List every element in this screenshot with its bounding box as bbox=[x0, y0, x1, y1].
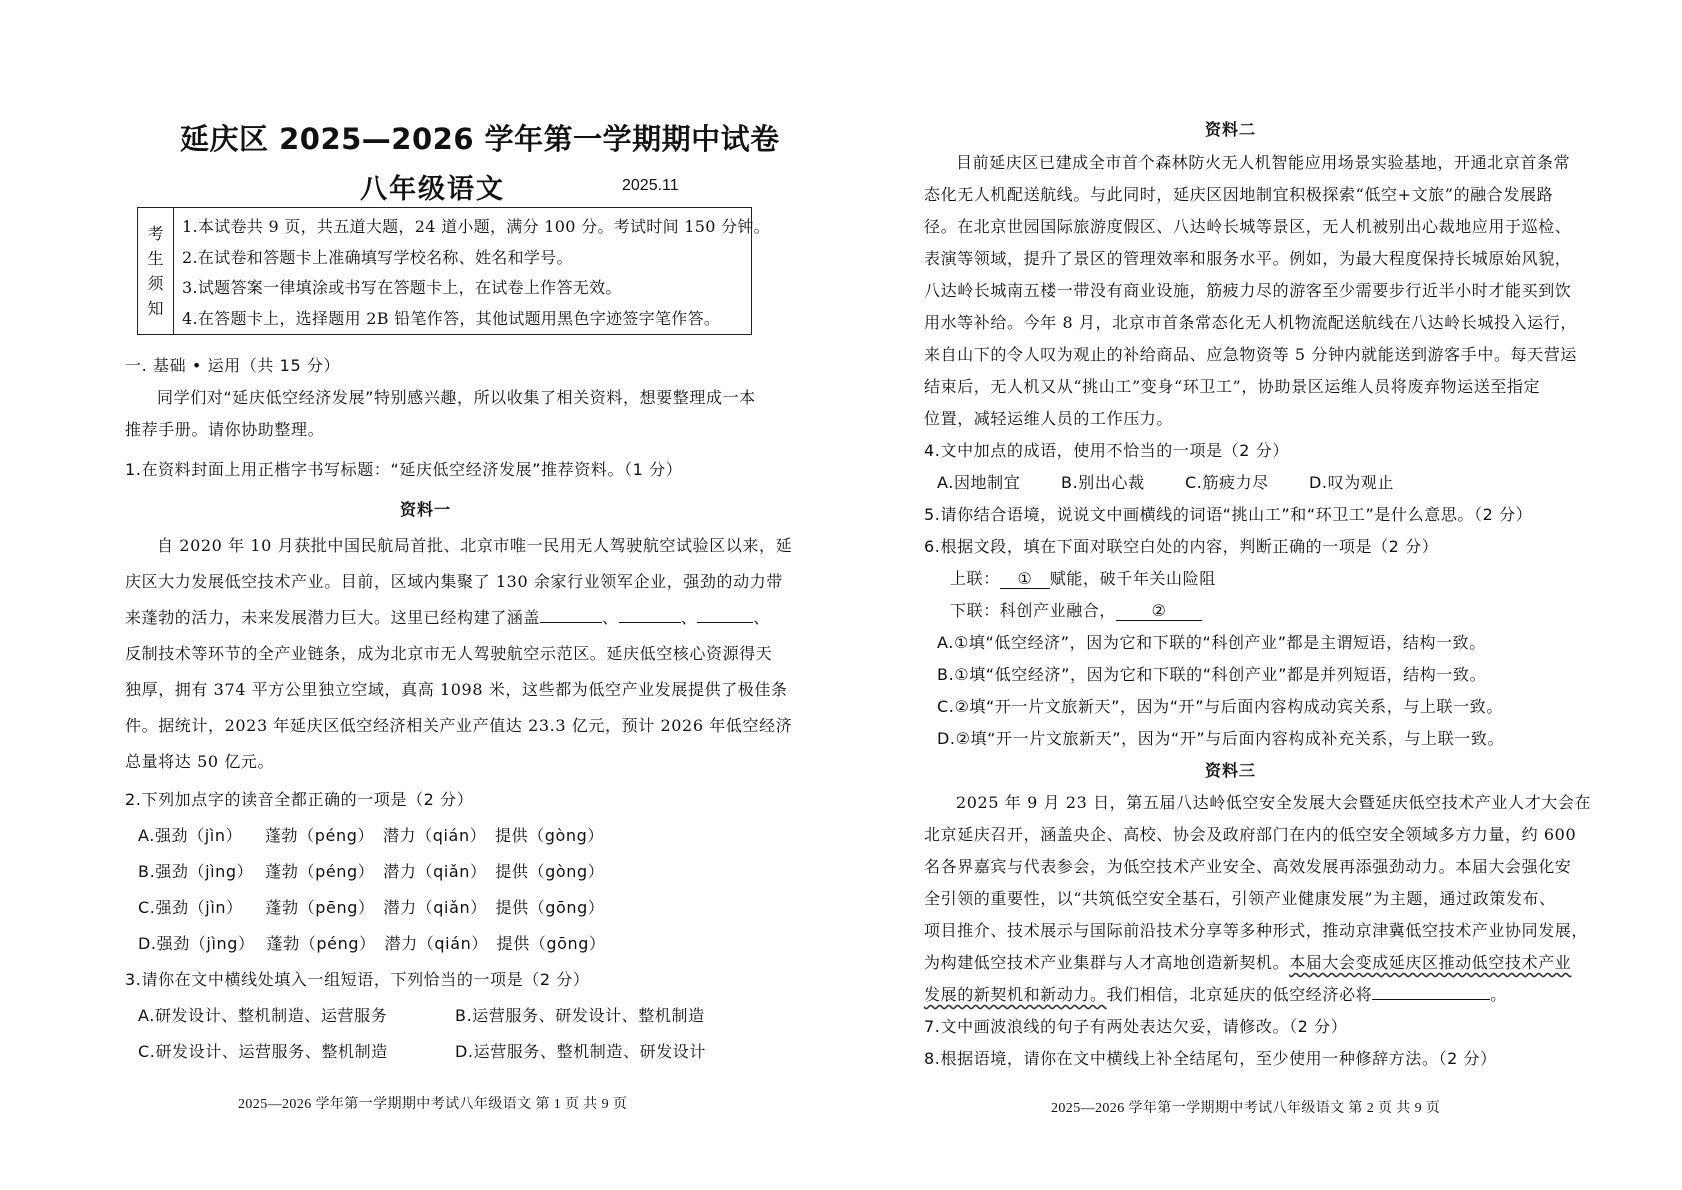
material-1-text: 总量将达 50 亿元。 bbox=[125, 752, 275, 771]
option-item: 蓬勃（pēng） bbox=[265, 898, 375, 917]
option-item: 强劲（jìn） bbox=[155, 898, 243, 917]
notice-items bbox=[182, 212, 770, 334]
question-4-options bbox=[937, 470, 1394, 493]
material-3-text-segment: 为构建低空技术产业集群与人才高地创造新契机。 bbox=[924, 953, 1290, 972]
option-b: B.别出心裁 bbox=[1061, 473, 1145, 492]
option-label: A. bbox=[138, 826, 155, 845]
material-3-text bbox=[924, 982, 1507, 1005]
material-3-text: 2025 年 9 月 23 日，第五届八达岭低空安全发展大会暨延庆低空技术产业人才大会在 bbox=[956, 793, 1592, 812]
notice-item: 4.在答题卡上，选择题用 2B 铅笔作答，其他试题用黑色字迹签字笔作答。 bbox=[182, 308, 721, 328]
material-2-text: 态化无人机配送航线。与此同时，延庆区因地制宜积极探索“低空+文旅”的融合发展路 bbox=[924, 185, 1554, 204]
notice-item: 2.在试卷和答题卡上准确填写学校名称、姓名和学号。 bbox=[182, 247, 573, 267]
question-2-option-c bbox=[138, 895, 605, 918]
question-3-option-d: D.运营服务、整机制造、研发设计 bbox=[455, 1042, 707, 1061]
option-item: 蓬勃（péng） bbox=[266, 934, 376, 953]
question-2-stem: 2.下列加点字的读音全都正确的一项是（2 分） bbox=[125, 790, 474, 809]
notice-item: 1.本试卷共 9 页，共五道大题，24 道小题，满分 100 分。考试时间 150 分钟。 bbox=[182, 217, 770, 236]
option-item: 潜力（qiǎn） bbox=[383, 898, 487, 917]
exam-page-2 bbox=[841, 0, 1682, 1190]
material-3-text-segment: 我们相信，北京延庆的低空经济必将 bbox=[1106, 985, 1373, 1004]
material-3-text: 项目推介、技术展示与国际前沿技术分享等多种形式，推动京津冀低空技术产业协同发展， bbox=[924, 921, 1589, 940]
option-item: 强劲（jìn） bbox=[154, 826, 243, 845]
material-2-text: 表演等领域，提升了景区的管理效率和服务水平。例如，为最大程度保持长城原始风貌， bbox=[924, 249, 1572, 268]
material-2-text: 八达岭长城南五楼一带没有商业设施，筋疲力尽的游客至少需要步行近半小时才能买到饮 bbox=[924, 281, 1572, 300]
exam-subject: 八年级语文 bbox=[360, 174, 505, 205]
notice-label-char: 知 bbox=[147, 299, 164, 318]
couplet-lower-label: 下联：科创产业融合， bbox=[950, 601, 1117, 620]
couplet-upper bbox=[950, 566, 1216, 589]
material-1-text bbox=[125, 605, 770, 628]
couplet-upper-text: 赋能，破千年关山险阻 bbox=[1049, 569, 1216, 588]
option-item: 蓬勃（péng） bbox=[264, 826, 375, 845]
section-heading: 一. 基础 • 运用（共 15 分） bbox=[125, 356, 341, 375]
option-item: 提供（gòng） bbox=[495, 862, 605, 881]
couplet-blank-1: ① bbox=[1000, 569, 1050, 589]
option-label: B. bbox=[138, 862, 156, 881]
page-footer: 2025—2026 学年第一学期期中考试八年级语文 第 1 页 共 9 页 bbox=[238, 1097, 628, 1112]
material-1-text: 独厚，拥有 374 平方公里独立空域，真高 1098 米，这些都为低空产业发展提供了极佳条 bbox=[125, 680, 788, 699]
couplet-lower bbox=[950, 598, 1202, 621]
material-3-heading: 资料三 bbox=[1205, 761, 1257, 780]
question-2-option-b bbox=[138, 859, 604, 882]
material-2-text: 目前延庆区已建成全市首个森林防火无人机智能应用场景实验基地，开通北京首条常 bbox=[956, 153, 1571, 172]
material-1-text: 件。据统计，2023 年延庆区低空经济相关产业产值达 23.3 亿元，预计 2026 年低空经济 bbox=[125, 716, 793, 735]
material-3-text: 全引领的重要性，以“共筑低空安全基石，引领产业健康发展”为主题，通过政策发布、 bbox=[924, 889, 1556, 908]
notice-label-char: 须 bbox=[147, 274, 164, 293]
intro-text: 推荐手册。请你协助整理。 bbox=[125, 420, 325, 439]
fill-blank bbox=[619, 608, 681, 623]
question-6-option-b: B.①填“低空经济”，因为它和下联的“科创产业”都是并列短语，结构一致。 bbox=[937, 665, 1487, 684]
material-2-text: 用水等补给。今年 8 月，北京市首条常态化无人机物流配送航线在八达岭长城投入运行， bbox=[924, 313, 1577, 332]
conclusion-blank bbox=[1372, 985, 1490, 1000]
question-6-option-d: D.②填“开一片文旅新天”，因为“开”与后面内容构成补充关系，与上联一致。 bbox=[937, 729, 1505, 748]
question-3-option-c: C.研发设计、运营服务、整机制造 bbox=[138, 1042, 388, 1061]
question-4-stem: 4.文中加点的成语，使用不恰当的一项是（2 分） bbox=[924, 441, 1289, 460]
exam-title: 延庆区 2025—2026 学年第一学期期中试卷 bbox=[180, 122, 780, 156]
option-item: 提供（gōng） bbox=[496, 934, 606, 953]
question-7: 7.文中画波浪线的句子有两处表达欠妥，请修改。（2 分） bbox=[924, 1017, 1348, 1036]
exam-date: 2025.11 bbox=[622, 177, 679, 194]
question-6-option-a: A.①填“低空经济”，因为它和下联的“科创产业”都是主谓短语，结构一致。 bbox=[937, 633, 1486, 652]
material-1-heading: 资料一 bbox=[400, 500, 452, 519]
intro-text: 同学们对“延庆低空经济发展”特别感兴趣，所以收集了相关资料，想要整理成一本 bbox=[157, 388, 756, 407]
separator: 、 bbox=[753, 608, 770, 627]
option-item: 强劲（jìng） bbox=[155, 862, 254, 881]
question-3-option-a: A.研发设计、整机制造、运营服务 bbox=[138, 1006, 388, 1025]
option-item: 潜力（qiǎn） bbox=[383, 862, 487, 881]
material-2-text: 径。在北京世园国际旅游度假区、八达岭长城等景区，无人机被别出心裁地应用于巡检、 bbox=[924, 217, 1572, 236]
material-1-text: 庆区大力发展低空技术产业。目前，区域内集聚了 130 余家行业领军企业，强劲的动力带 bbox=[125, 572, 783, 591]
wavy-underlined-sentence: 本届大会变成延庆区推动低空技术产业 bbox=[1289, 953, 1572, 972]
question-5: 5.请你结合语境，说说文中画横线的词语“挑山工”和“环卫工”是什么意思。（2 分） bbox=[924, 505, 1533, 524]
option-label: D. bbox=[138, 934, 157, 953]
material-3-text: 名各界嘉宾与代表参会，为低空技术产业安全、高效发展再添强劲动力。本届大会强化安 bbox=[924, 857, 1572, 876]
option-a: A.因地制宜 bbox=[937, 473, 1021, 492]
material-1-text-segment: 来蓬勃的活力，未来发展潜力巨大。这里已经构建了涵盖 bbox=[125, 608, 541, 627]
period: 。 bbox=[1490, 985, 1507, 1004]
material-2-text: 结束后，无人机又从“挑山工”变身“环卫工”，协助景区运维人员将废弃物运送至指定 bbox=[924, 377, 1541, 396]
option-label: C. bbox=[138, 898, 156, 917]
option-d: D.叹为观止 bbox=[1309, 473, 1395, 492]
material-1-text: 反制技术等环节的全产业链条，成为北京市无人驾驶航空示范区。延庆低空核心资源得天 bbox=[125, 644, 773, 663]
option-item: 蓬勃（péng） bbox=[265, 862, 375, 881]
question-6-stem: 6.根据文段，填在下面对联空白处的内容，判断正确的一项是（2 分） bbox=[924, 537, 1439, 556]
notice-label-char: 生 bbox=[147, 249, 164, 268]
option-item: 强劲（jìng） bbox=[156, 934, 255, 953]
material-3-text: 北京延庆召开，涵盖央企、高校、协会及政府部门在内的低空安全领域多方力量，约 600 bbox=[924, 825, 1577, 844]
material-2-text: 位置，减轻运维人员的工作压力。 bbox=[924, 409, 1174, 428]
option-item: 提供（gōng） bbox=[495, 898, 605, 917]
question-3-stem: 3.请你在文中横线处填入一组短语，下列恰当的一项是（2 分） bbox=[125, 970, 590, 989]
material-2-text: 来自山下的令人叹为观止的补给商品、应急物资等 5 分钟内就能送到游客手中。每天营运 bbox=[924, 345, 1577, 364]
fill-blank bbox=[540, 608, 602, 623]
question-8: 8.根据语境，请你在文中横线上补全结尾句，至少使用一种修辞方法。（2 分） bbox=[924, 1049, 1497, 1068]
material-3-text bbox=[924, 950, 1571, 973]
option-item: 潜力（qián） bbox=[384, 934, 488, 953]
couplet-upper-label: 上联： bbox=[950, 569, 1000, 588]
material-1-text: 自 2020 年 10 月获批中国民航局首批、北京市唯一民用无人驾驶航空试验区以来，延 bbox=[157, 536, 793, 555]
notice-item: 3.试题答案一律填涂或书写在答题卡上，在试卷上作答无效。 bbox=[182, 278, 622, 297]
exam-notice-box bbox=[137, 207, 770, 335]
material-2-heading: 资料二 bbox=[1205, 120, 1257, 139]
option-item: 潜力（qián） bbox=[382, 826, 487, 845]
notice-label bbox=[138, 208, 174, 334]
option-item: 提供（gòng） bbox=[494, 826, 604, 845]
question-3-option-b: B.运营服务、研发设计、整机制造 bbox=[455, 1006, 705, 1025]
question-2-option-a bbox=[138, 823, 604, 846]
fill-blank bbox=[697, 608, 753, 623]
couplet-blank-2: ② bbox=[1116, 601, 1202, 621]
notice-label-char: 考 bbox=[147, 224, 164, 243]
option-c: C.筋疲力尽 bbox=[1185, 473, 1269, 492]
page-footer: 2025—2026 学年第一学期期中考试八年级语文 第 2 页 共 9 页 bbox=[1051, 1101, 1441, 1116]
question-1: 1.在资料封面上用正楷字书写标题：“延庆低空经济发展”推荐资料。（1 分） bbox=[125, 460, 683, 479]
question-2-option-d bbox=[138, 931, 606, 954]
question-6-option-c: C.②填“开一片文旅新天”，因为“开”与后面内容构成动宾关系，与上联一致。 bbox=[937, 697, 1503, 716]
wavy-underlined-sentence: 发展的新契机和新动力。 bbox=[924, 985, 1107, 1004]
separator: 、 bbox=[680, 608, 698, 627]
separator: 、 bbox=[602, 608, 619, 627]
